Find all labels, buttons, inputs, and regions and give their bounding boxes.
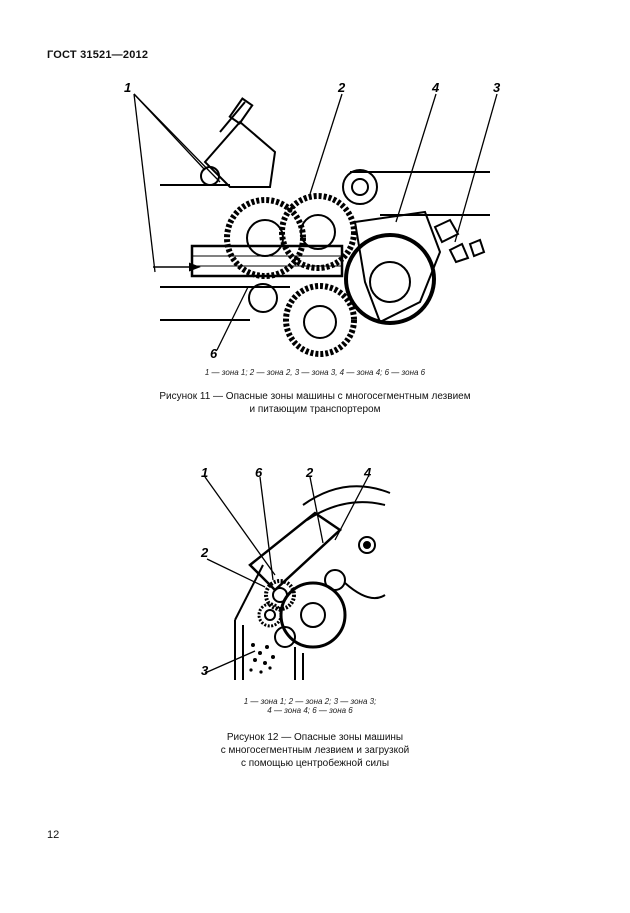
page-number: 12	[47, 829, 60, 841]
fig12-callout-2-top: 2	[306, 465, 314, 480]
figure-12-legend-line2: 4 — зона 4; 6 — зона 6	[267, 706, 353, 715]
figure-12-caption-line2: с многосегментным лезвием и загрузкой	[220, 745, 410, 756]
fig11-callout-6: 6	[210, 346, 218, 361]
document-header: ГОСТ 31521—2012	[47, 49, 149, 61]
figure-11-drawing	[120, 72, 520, 362]
figure-12-caption-line3: с помощью центробежной силы	[240, 758, 390, 769]
figure-11-legend: 1 — зона 1; 2 — зона 2, 3 — зона 3, 4 — зона 4; 6 — зона 6	[204, 368, 426, 377]
fig11-callout-2: 2	[338, 80, 346, 95]
fig11-callout-3: 3	[493, 80, 501, 95]
fig12-callout-3: 3	[201, 663, 209, 678]
figure-12-legend	[195, 697, 425, 715]
figure-11-caption-line1: Рисунок 11 — Опасные зоны машины с многосегментным лезвием	[159, 391, 471, 402]
fig12-callout-4: 4	[364, 465, 372, 480]
figure-12-caption-line1: Рисунок 12 — Опасные зоны машины	[226, 732, 404, 743]
figure-11-caption-line2: и питающим транспортером	[249, 404, 381, 415]
fig12-callout-2-left: 2	[201, 545, 209, 560]
fig11-callout-4: 4	[432, 80, 440, 95]
fig12-callout-1: 1	[201, 465, 209, 480]
figure-12-legend-line1: 1 — зона 1; 2 — зона 2; 3 — зона 3;	[243, 697, 377, 706]
fig12-callout-6: 6	[255, 465, 263, 480]
figure-11-caption	[120, 390, 510, 416]
figure-12-caption	[170, 731, 460, 770]
figure-12-drawing	[195, 465, 395, 685]
fig11-callout-1: 1	[124, 80, 132, 95]
